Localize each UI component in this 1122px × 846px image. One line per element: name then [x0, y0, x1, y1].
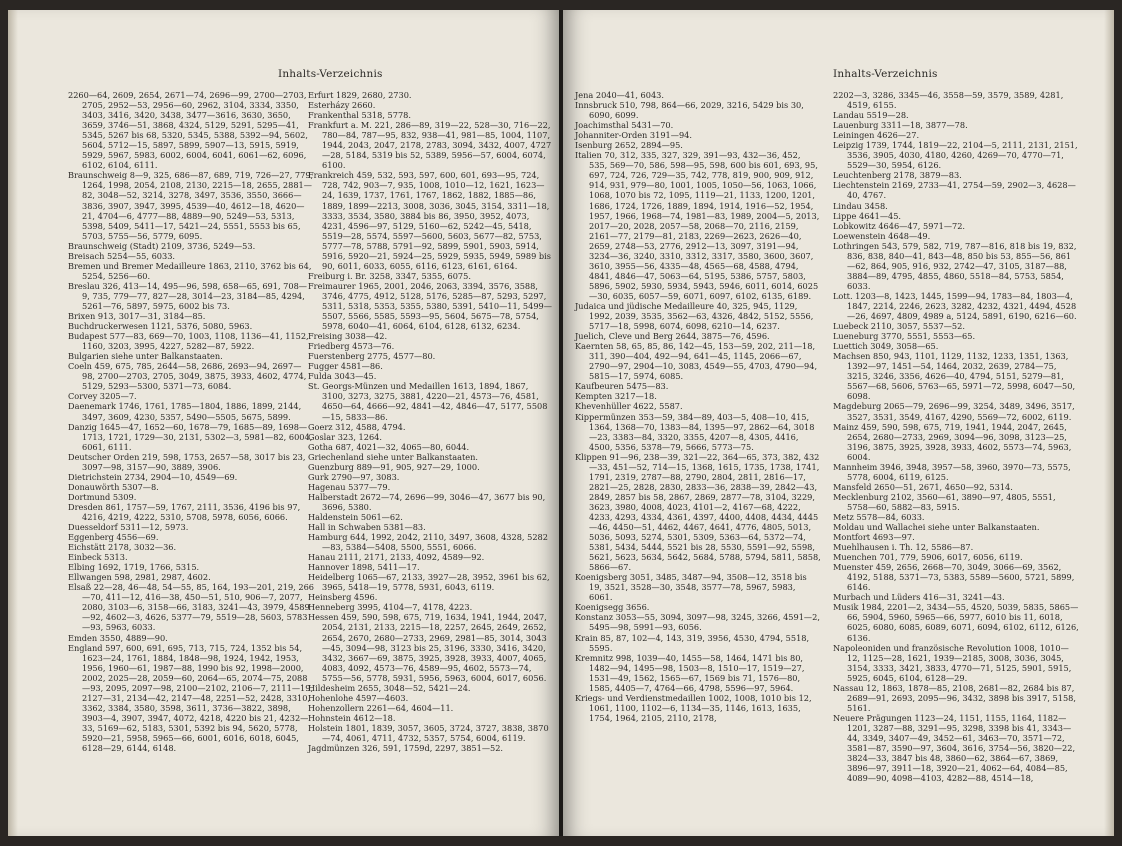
index-entry: Musik 1984, 2201—2, 3434—55, 4520, 5039, 5835, 5865—66, 5904, 5960, 5965—66, 5977, 6010 bis 11, 6018, 6025, 6080, 6085, 6089, 6071, 6094, 6102, 6112, 6126, 6136. — [833, 602, 1079, 643]
index-entry: Frankreich 459, 532, 593, 597, 600, 601, 693—95, 724, 728, 742, 903—7, 935, 1008, 1010—12, 1621, 1623—24, 1639, 1737, 1761, 1767, 1862, 1882, 1885—86, 1889, 1899—2213, 3008, 3036, 3045, 3154, 3311—18, 3333, 3534, 3580, 3884 bis 86, 3950, 3952, 4073, 4231, 4596—97, 5129, 5160—62, 5242—45, 5418, 5519—28, 5574, 5597—5600, 5603, 5677—82, 5753, 5777—78, 5788, 5791—92, 5899, 5901, 5903, 5914, 5916, 5920—21, 5924—25, 5929, 5935, 5949, 5989 bis 90, 6011, 6033, 6055, 6116, 6123, 6161, 6164. — [308, 170, 551, 271]
index-entry: Donauwörth 5307—8. — [68, 481, 159, 492]
index-entry: Buchdruckerwesen 1121, 5376, 5080, 5963. — [68, 321, 253, 332]
left-running-head: Inhalts-Verzeichnis — [278, 68, 383, 80]
index-entry: Eichstätt 2178, 3032—36. — [68, 542, 177, 553]
index-entry: Innsbruck 510, 798, 864—66, 2029, 3216, 5429 bis 30, 6090, 6099. — [575, 100, 804, 121]
index-entry: Kempten 3217—18. — [575, 391, 657, 402]
book-spread — [8, 10, 1114, 836]
index-entry: Mecklenburg 2102, 3560—61, 3890—97, 4805, 5551, 5758—60, 5882—83, 5915. — [833, 491, 1056, 512]
index-entry: Ellwangen 598, 2981, 2987, 4602. — [68, 572, 211, 583]
left-page — [8, 10, 559, 836]
index-entry: 2202—3, 3286, 3345—46, 3558—59, 3579, 3589, 4281, 4519, 6155. — [833, 90, 1064, 111]
index-entry: Dortmund 5309. — [68, 491, 137, 502]
index-entry: Hessen 459, 590, 598, 675, 719, 1634, 1941, 1944, 2047, 2054, 2131, 2133, 2215—18, 2257, 2645, 2649, 2652, 2654, 2670, 2680—2733, 2969, 2981—85, 3014, 3043—45, 3094—98, 3123 bis 25, 3196, 3330, 3416, 3420, 3432, 3667—69, 3875, 3925, 3928, 3933, 4007, 4065, 4083, 4092, 4573—76, 4589—95, 4602, 5573—74, 5755—56, 5778, 5931, 5956, 5963, 6004, 6017, 6056. — [308, 612, 547, 683]
index-entry: Heidelberg 1065—67, 2133, 3927—28, 3952, 3961 bis 62, 3965, 5418—19, 5778, 5931, 6043, 6119. — [308, 572, 550, 593]
index-entry: Luebeck 2110, 3057, 5537—52. — [833, 321, 965, 332]
right-column-1 — [575, 90, 821, 723]
index-entry: Juelich, Cleve und Berg 2644, 3875—76, 4596. — [575, 331, 770, 342]
index-entry: Loewenstein 4648—49. — [833, 230, 931, 241]
index-entry: Konstanz 3053—55, 3094, 3097—98, 3245, 3266, 4591—2, 5495—98, 5991—93, 6056. — [575, 612, 820, 633]
index-entry: Goslar 323, 1264. — [308, 431, 382, 442]
index-entry: Lothringen 543, 579, 582, 719, 787—816, 818 bis 19, 832, 836, 838, 840—41, 843—48, 850 bis 53, 855—56, 861—62, 864, 905, 916, 932, 2742—47, 3105, 3187—88, 3884—89, 4795, 4855, 4860, 5518—84, 5753, 5854, 6033. — [833, 240, 1077, 291]
index-entry: Jena 2040—41, 6043. — [575, 90, 664, 100]
right-page-edge-shadow — [1104, 10, 1114, 836]
index-entry: Brixen 913, 3017—31, 3184—85. — [68, 311, 206, 322]
index-entry: Lott. 1203—8, 1423, 1445, 1599—94, 1783—84, 1803—4, 1847, 2214, 2246, 2623, 3282, 4232, 4321, 4494, 4528—26, 4697, 4809, 4989 a, 5124, 5891, 6190, 6216—60. — [833, 290, 1077, 322]
index-entry: Frankfurt a. M. 221, 286—89, 319—22, 528—30, 716—22, 780—84, 787—95, 832, 938—41, 981—85, 1004, 1107, 1944, 2043, 2047, 2178, 2783, 3094, 3432, 4007, 4727—28, 5184, 5319 bis 52, 5389, 5956—57, 6004, 6074, 6100. — [308, 120, 552, 171]
index-entry: Neuere Prägungen 1123—24, 1151, 1155, 1164, 1182—1201, 3287—88, 3291—95, 3298, 3398 bis 41, 3343—44, 3349, 3407—49, 3452—61, 3463—70, 3571—72, 3581—87, 3590—97, 3604, 3616, 3754—56, 3820—22, 3824—33, 3847 bis 48, 3860—62, 3864—67, 3869, 3896—97, 3911—18, 3920—21, 4062—64, 4084—85, 4089—90, 4098—4103, 4282—88, 4514—18, — [833, 712, 1076, 784]
index-entry: Danzig 1645—47, 1652—60, 1678—79, 1685—89, 1698—1713, 1721, 1729—30, 2131, 5302—3, 5981—82, 6004, 6061, 6111. — [68, 421, 313, 452]
left-column-2 — [308, 90, 554, 753]
index-entry: Dresden 861, 1757—59, 1767, 2111, 3536, 4196 bis 97, 4216, 4219, 4222, 5310, 5708, 5978, 6056, 6066. — [68, 501, 301, 522]
index-entry: Freimaurer 1965, 2001, 2046, 2063, 3394, 3576, 3588, 3746, 4775, 4912, 5128, 5176, 5285—87, 5293, 5297, 5311, 5318, 5353, 5355, 5380, 5391, 5410—11, 5499—5507, 5566, 5585, 5593—95, 5604, 5675—78, 5754, 5978, 6040—41, 6064, 6104, 6128, 6132, 6234. — [308, 280, 552, 332]
right-column-2 — [833, 90, 1079, 783]
index-entry: Guenzburg 889—91, 905, 927—29, 1000. — [308, 461, 480, 472]
index-entry: Braunschweig 8—9, 325, 686—87, 689, 719, 726—27, 779, 1264, 1998, 2054, 2108, 2130, 2215—18, 2655, 2881—82, 3048—52, 3214, 3278, 3497, 3536, 3550, 3666—3836, 3907, 3947, 3995, 4539—40, 4612—18, 4620—21, 4704—6, 4777—88, 4889—90, 5249—53, 5313, 5398, 5409, 5411—17, 5421—24, 5551, 5553 bis 65, 5703, 5755—56, 5779, 6095. — [68, 170, 314, 241]
index-entry: Hildesheim 2655, 3048—52, 5421—24. — [308, 682, 471, 693]
index-entry: Lueneburg 3770, 5551, 5553—65. — [833, 331, 976, 342]
index-entry: Isenburg 2652, 2894—95. — [575, 140, 683, 151]
index-entry: Dietrichstein 2734, 2904—10, 4549—69. — [68, 471, 238, 482]
index-entry: Elbing 1692, 1719, 1766, 5315. — [68, 562, 200, 573]
index-entry: Gurk 2790—97, 3083. — [308, 471, 400, 482]
index-entry: Deutscher Orden 219, 598, 1753, 2657—58, 3017 bis 23, 3097—98, 3157—90, 3889, 3906. — [68, 451, 306, 472]
index-entry: Muenster 459, 2656, 2668—70, 3049, 3066—69, 3562, 4192, 5188, 5371—73, 5383, 5589—5600, 5721, 5899, 6146. — [833, 562, 1075, 593]
index-entry: Koenigsberg 3051, 3485, 3487—94, 3508—12, 3518 bis 19, 3521, 3528—30, 3548, 3577—78, 5967, 5983, 6061. — [575, 572, 807, 603]
index-entry: Duesseldorf 5311—12, 5973. — [68, 522, 189, 533]
index-entry: Goerz 312, 4588, 4794. — [308, 421, 406, 432]
index-entry: Gotha 687, 4021—32, 4065—80, 6044. — [308, 441, 470, 452]
index-entry: Montfort 4693—97. — [833, 532, 915, 543]
index-entry: Napoleoniden und französische Revolution 1008, 1010—12, 1125—28, 1621, 1939—2185, 3008, 3036, 3045, 3154, 3333, 3421, 3833, 4770—71, 5125, 5901, 5915, 5925, 6045, 6104, 6128—29. — [833, 642, 1072, 683]
index-entry: Mansfeld 2650—51, 2671, 4650—92, 5314. — [833, 481, 1013, 492]
index-entry: Kippermünzen 353—59, 384—89, 403—5, 408—10, 415, 1364, 1368—70, 1383—84, 1395—97, 2862—64, 3018—23, 3383—84, 3320, 3355, 4207—8, 4305, 4416, 4500, 5356, 5378—79, 5666, 5773—75. — [575, 411, 815, 452]
index-entry: Moldau und Wallachei siehe unter Balkanstaaten. — [833, 522, 1040, 533]
index-entry: Elsaß 22—28, 46—48, 54—55, 85, 164, 193—201, 219, 266—70, 411—12, 416—38, 450—51, 510, 906—7, 2077, 2080, 3103—6, 3158—66, 3183, 3241—43, 3979, 4589—92, 4602—3, 4626, 5377—79, 5519—28, 5603, 5783—93, 5963, 6033. — [68, 582, 315, 633]
index-entry: Hanau 2111, 2171, 2133, 4092, 4589—92. — [308, 552, 485, 563]
index-entry: Bulgarien siehe unter Balkanstaaten. — [68, 351, 223, 362]
index-entry: Erfurt 1829, 2680, 2730. — [308, 90, 412, 100]
index-entry: Holstein 1801, 1839, 3057, 3605, 3724, 3727, 3838, 3870—74, 4061, 4711, 4732, 5357, 5754, 6004, 6119. — [308, 722, 549, 743]
left-column-1 — [68, 90, 314, 753]
index-entry: Leiningen 4626—27. — [833, 130, 920, 141]
index-entry: Kremnitz 998, 1039—40, 1455—58, 1464, 1471 bis 80, 1482—94, 1495—98, 1503—8, 1510—17, 1519—27, 1531—49, 1562, 1565—67, 1569 bis 71, 1576—80, 1585, 4405—7, 4764—66, 4798, 5596—97, 5964. — [575, 652, 805, 693]
index-entry: St. Georgs-Münzen und Medaillen 1613, 1894, 1867, 3100, 3273, 3275, 3881, 4220—21, 4573—76, 4581, 4650—64, 4666—92, 4841—42, 4846—47, 5177, 5508—15, 5833—86. — [308, 381, 548, 422]
index-entry: Henneberg 3995, 4104—7, 4178, 4223. — [308, 602, 473, 613]
index-entry: Heinsberg 4596. — [308, 592, 378, 603]
index-entry: Luettich 3049, 3058—65. — [833, 341, 939, 352]
index-entry: Corvey 3205—7. — [68, 391, 137, 402]
index-entry: Joachimsthal 5431—70. — [575, 120, 674, 131]
index-entry: Klippen 91—96, 238—39, 321—22, 364—65, 373, 382, 432—33, 451—52, 714—15, 1368, 1615, 1735, 1738, 1741, 1791, 2319, 2787—88, 2790, 2804, 2811, 2816—17, 2821—25, 2828, 2830, 2833—36, 2838—39, 2842—43, 2849, 2857 bis 58, 2867, 2869, 2877—78, 3104, 3229, 3623, 3980, 4008, 4023, 4101—2, 4167—68, 4222, 4233, 4293, 4334, 4361, 4397, 4400, 4408, 4434, 4445—46, 4450—51, 4462, 4467, 4641, 4776, 4805, 5013, 5036, 5093, 5274, 5301, 5309, 5363—64, 5372—74, 5381, 5434, 5444, 5521 bis 28, 5530, 5591—92, 5598, 5621, 5623, 5634, 5642, 5684, 5788, 5794, 5811, 5858, 5866—67. — [575, 451, 821, 573]
index-entry: Halberstadt 2672—74, 2696—99, 3046—47, 3677 bis 90, 3696, 5380. — [308, 491, 546, 512]
right-running-head: Inhalts-Verzeichnis — [833, 68, 938, 80]
index-entry: Johanniter-Orden 3191—94. — [575, 130, 692, 141]
index-entry: Eggenberg 4556—69. — [68, 532, 159, 543]
index-entry: Hohenzollern 2261—64, 4604—11. — [308, 702, 454, 713]
index-entry: Jagdmünzen 326, 591, 1759d, 2297, 3851—52. — [308, 743, 504, 754]
index-entry: Muehlhausen i. Th. 12, 5586—87. — [833, 542, 974, 553]
index-entry: Liechtenstein 2169, 2733—41, 2754—59, 2902—3, 4628—40, 4767. — [833, 180, 1076, 201]
index-entry: Hall in Schwaben 5381—83. — [308, 522, 426, 533]
index-entry: Koenigsegg 3656. — [575, 602, 650, 613]
index-entry: Hannover 1898, 5411—17. — [308, 562, 420, 573]
index-entry: Haldenstein 5061—62. — [308, 511, 403, 522]
index-entry: Lauenburg 3311—18, 3877—78. — [833, 120, 968, 131]
index-entry: Muenchen 701, 779, 5906, 6017, 6056, 6119. — [833, 552, 1023, 563]
index-entry: Italien 70, 312, 335, 327, 329, 391—93, 432—36, 452, 535, 569—70, 586, 598—95, 598, 600 bis 601, 693, 95, 697, 724, 726, 729—35, 742, 778, 819, 900, 909, 912, 914, 931, 979—80, 1001, 1005, 1050—56, 1063, 1066, 1068, 1070 bis 72, 1095, 1119—21, 1133, 1200, 1201, 1686, 1724, 1726, 1889, 1894, 1914, 1916—52, 1954, 1957, 1966, 1968—74, 1981—83, 1989, 2004—5, 2013, 2017—20, 2028, 2057—58, 2068—70, 2116, 2159, 2161—77, 2179—81, 2183, 2269—2623, 2626—40, 2659, 2748—53, 2776, 2912—13, 3097, 3191—94, 3234—36, 3240, 3310, 3312, 3317, 3580, 3600, 3607, 3610, 3955—56, 4335—48, 4565—68, 4588, 4794, 4841, 4846—47, 5063—64, 5195, 5386, 5757, 5803, 5896, 5902, 5930, 5934, 5943, 5946, 6011, 6014, 6025—30, 6035, 6057—59, 6071, 6097, 6102, 6135, 6189. — [575, 150, 820, 301]
index-entry: Kriegs- und Verdienstmedaillen 1002, 1008, 1010 bis 12, 1061, 1100, 1102—6, 1134—35, 1146, 1613, 1635, 1754, 1964, 2105, 2110, 2178, — [575, 692, 812, 723]
index-entry: Friedberg 4573—76. — [308, 341, 395, 352]
index-entry: Fulda 3043—45. — [308, 371, 377, 382]
index-entry: Khevenhüller 4622, 5587. — [575, 401, 683, 412]
index-entry: Emden 3550, 4889—90. — [68, 632, 168, 643]
index-entry: Lobkowitz 4646—47, 5971—72. — [833, 220, 966, 231]
index-entry: Kaufbeuren 5475—83. — [575, 381, 669, 392]
index-entry: Braunschweig (Stadt) 2109, 3736, 5249—53. — [68, 240, 256, 251]
index-entry: Hamburg 644, 1992, 2042, 2110, 3497, 3608, 4328, 5282—83, 5384—5408, 5500, 5551, 6066. — [308, 532, 548, 553]
index-entry: Frankenthal 5318, 5778. — [308, 110, 411, 121]
index-entry: Hagenau 5377—79. — [308, 481, 391, 492]
index-entry: Freiburg i. Br. 3258, 3347, 5355, 6075. — [308, 270, 471, 281]
index-entry: Fuerstenberg 2775, 4577—80. — [308, 351, 436, 362]
index-entry: Daenemark 1746, 1761, 1785—1804, 1886, 1899, 2144, 3497, 3609, 4230, 5357, 5490—5505, 5675, 5899. — [68, 401, 302, 422]
left-page-edge-shadow — [8, 10, 18, 836]
index-entry: Kaernten 58, 65, 85, 86, 142—45, 153—59, 202, 211—18, 311, 390—404, 492—94, 641—45, 1145, 2066—67, 2790—97, 2904—10, 3083, 4549—55, 4703, 4790—94, 5815—17, 5974, 6085. — [575, 341, 818, 382]
index-entry: Griechenland siehe unter Balkanstaaten. — [308, 451, 478, 462]
index-entry: Machsen 850, 943, 1101, 1129, 1132, 1233, 1351, 1363, 1392—97, 1451—54, 1464, 2032, 2639, 2784—75, 3215, 3246, 3356, 4626—40, 4794, 5151, 5279—81, 5567—68, 5606, 5763—65, 5971—72, 5998, 6047—50, 6098. — [833, 351, 1076, 402]
index-entry: Lindau 3458. — [833, 200, 888, 211]
right-page — [563, 10, 1114, 836]
index-entry: Fugger 4581—86. — [308, 361, 383, 372]
index-entry: Hohnstein 4612—18. — [308, 712, 396, 723]
index-entry: Leipzig 1739, 1744, 1819—22, 2104—5, 2111, 2131, 2151, 3536, 3905, 4030, 4180, 4260, 4269—70, 4770—71, 5529—30, 5954, 6126. — [833, 140, 1078, 171]
index-entry: Freising 3038—42. — [308, 331, 388, 342]
index-entry: Bremen und Bremer Medailleure 1863, 2110, 3762 bis 64, 5254, 5256—60. — [68, 260, 312, 281]
index-entry: Mainz 459, 590, 598, 675, 719, 1941, 1944, 2047, 2645, 2654, 2680—2733, 2969, 3094—96, 3098, 3123—25, 3196, 3875, 3925, 3928, 3933, 4602, 5573—74, 5963, 6004. — [833, 421, 1072, 462]
index-entry: Coeln 459, 675, 785, 2644—58, 2686, 2693—94, 2697—98, 2700—2703, 2705, 3049, 3875, 3933, 4602, 4774, 5129, 5293—5300, 5371—73, 6084. — [68, 361, 307, 392]
index-entry: Esterházy 2660. — [308, 100, 376, 111]
index-entry: England 597, 600, 691, 695, 713, 715, 724, 1352 bis 54, 1623—24, 1761, 1884, 1848—98, 1924, 1942, 1953, 1956, 1960—61, 1987—88, 1990 bis 92, 1998—2000, 2002, 2025—28, 2059—60, 2064—65, 2074—75, 2088—93, 2095, 2097—98, 2100—2102, 2106—7, 2111—19, 2127—31, 2134—42, 2147—48, 2251—52, 2428, 3310, 3362, 3384, 3580, 3598, 3611, 3736—3822, 3898, 3903—4, 3907, 3947, 4072, 4218, 4220 bis 21, 4232—33, 5169—62, 5183, 5301, 5392 bis 94, 5620, 5778, 5920—21, 5958, 5965—66, 6001, 6016, 6018, 6045, 6128—29, 6144, 6148. — [68, 642, 314, 754]
index-entry: Nassau 12, 1863, 1878—85, 2108, 2681—82, 2684 bis 87, 2689—91, 2693, 2095—96, 3432, 3898 bis 3917, 5158, 5161. — [833, 682, 1076, 713]
index-entry: Magdeburg 2065—79, 2696—99, 3254, 3489, 3496, 3517, 3527, 3531, 3549, 4167, 4290, 5569—72, 6002, 6119. — [833, 401, 1075, 422]
index-entry: Krain 85, 87, 102—4, 143, 319, 3956, 4530, 4794, 5518, 5595. — [575, 632, 810, 653]
index-entry: 2260—64, 2609, 2654, 2671—74, 2696—99, 2700—2703, 2705, 2952—53, 2956—60, 2962, 3104, 3334, 3350, 3403, 3416, 3420, 3438, 3477—3616, 3630, 3650, 3659, 3746—51, 3868, 4324, 5129, 5291, 5295—41, 5345, 5267 bis 68, 5320, 5345, 5388, 5392—94, 5602, 5604, 5712—15, 5897, 5899, 5907—13, 5915, 5919, 5929, 5967, 5983, 6002, 6004, 6041, 6061—62, 6096, 6102, 6104, 6111. — [68, 90, 308, 171]
index-entry: Leuchtenberg 2178, 3879—83. — [833, 170, 962, 181]
index-entry: Hohenlohe 4597—4603. — [308, 692, 409, 703]
index-entry: Lippe 4641—45. — [833, 210, 902, 221]
index-entry: Mannheim 3946, 3948, 3957—58, 3960, 3970—73, 5575, 5778, 6004, 6119, 6125. — [833, 461, 1071, 482]
index-entry: Landau 5519—28. — [833, 110, 909, 121]
index-entry: Einbeck 5313. — [68, 552, 128, 563]
index-entry: Metz 5578—84, 6033. — [833, 511, 925, 522]
index-entry: Breslau 326, 413—14, 495—96, 598, 658—65, 691, 708—9, 735, 779—77, 827—28, 3014—23, 3184—85, 4294, 5261—76, 5897, 5975, 6002 bis 73. — [68, 280, 307, 311]
index-entry: Budapest 577—83, 669—70, 1003, 1108, 1136—41, 1152, 1160, 3203, 3995, 4227, 5282—87, 5922. — [68, 331, 309, 352]
index-entry: Judaica und jüdische Medailleure 40, 325, 945, 1129, 1992, 2039, 3535, 3562—63, 4326, 4842, 5152, 5556, 5717—18, 5998, 6074, 6098, 6210—14, 6237. — [575, 300, 814, 332]
index-entry: Breisach 5254—55, 6033. — [68, 250, 176, 261]
index-entry: Murbach und Lüders 416—31, 3241—43. — [833, 592, 1005, 603]
